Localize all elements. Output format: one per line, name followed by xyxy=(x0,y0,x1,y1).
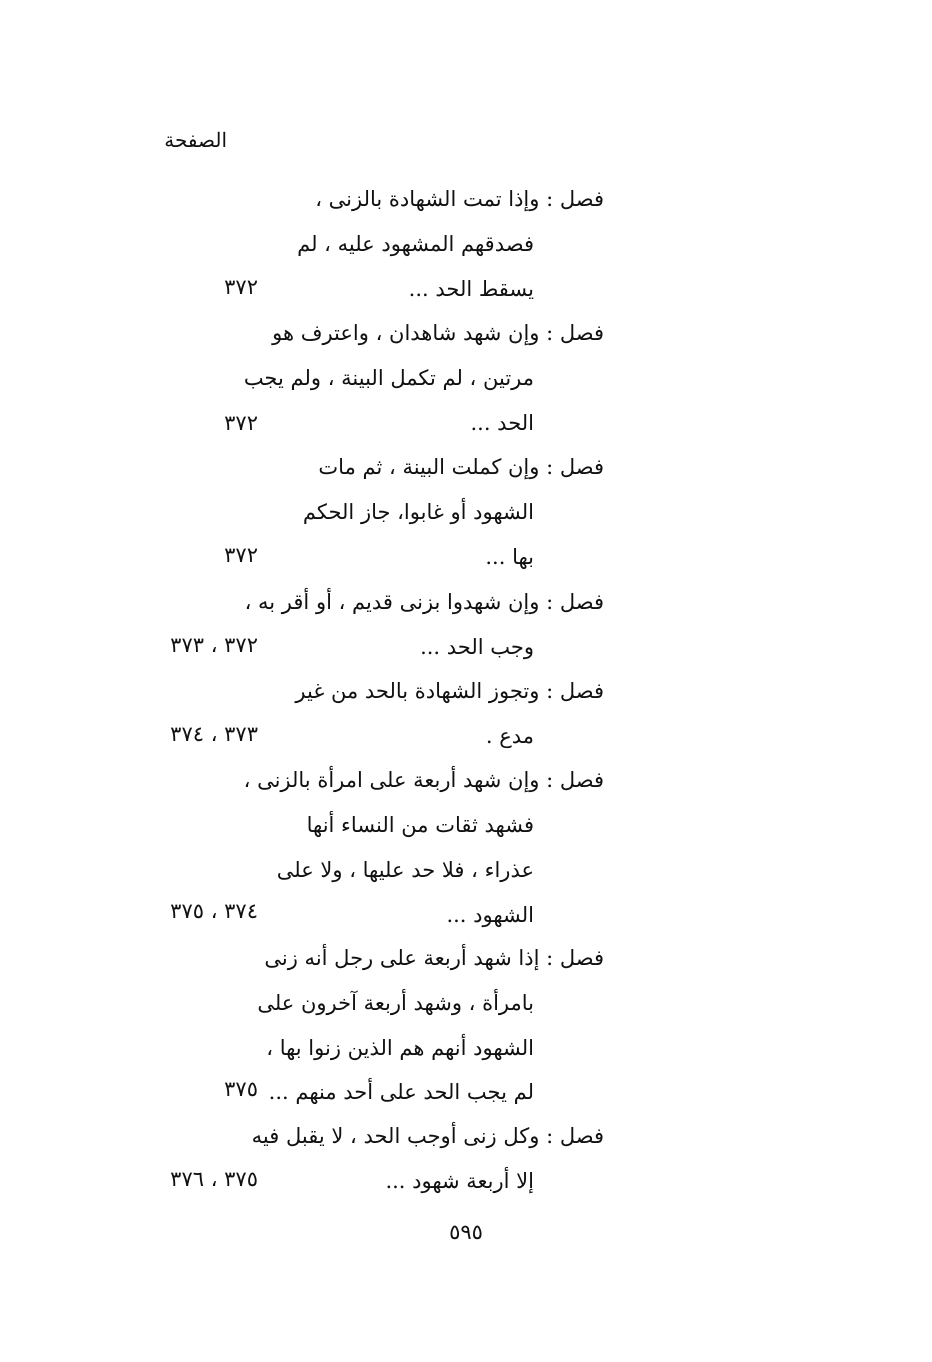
entry-line: مرتين ، لم تكمل البينة ، ولم يجب xyxy=(243,366,534,390)
entry-line: فصل : وإن كملت البينة ، ثم مات xyxy=(318,455,604,479)
entry-page-ref: ٣٧٢ xyxy=(224,275,258,299)
entry-page-ref: ٣٧٥ ، ٣٧٦ xyxy=(170,1167,258,1191)
entry-page-ref: ٣٧٢ xyxy=(224,543,258,567)
entry-line: فصل : وإن شهد أربعة على امرأة بالزنى ، xyxy=(243,768,604,792)
entry-line: إلا أربعة شهود ... xyxy=(385,1169,534,1193)
entry-line: فصل : إذا شهد أربعة على رجل أنه زنى xyxy=(264,946,604,970)
entry-line: مدع . xyxy=(485,724,534,748)
page-column-heading: الصفحة xyxy=(164,128,227,152)
entry-line: يسقط الحد ... xyxy=(408,277,534,301)
entry-line: فصل : وكل زنى أوجب الحد ، لا يقبل فيه xyxy=(251,1124,604,1148)
entry-line: الشهود ... xyxy=(446,903,534,927)
entry-line: بامرأة ، وشهد أربعة آخرون على xyxy=(257,991,534,1015)
entry-line: فصل : وإن شهد شاهدان ، واعترف هو xyxy=(272,321,604,345)
entry-line: الحد ... xyxy=(470,411,534,435)
entry-page-ref: ٣٧٣ ، ٣٧٤ xyxy=(170,722,258,746)
entry-line: فصدقهم المشهود عليه ، لم xyxy=(297,232,534,256)
entry-page-ref: ٣٧٥ xyxy=(224,1077,258,1101)
entry-line: فصل : وإن شهدوا بزنى قديم ، أو أقر به ، xyxy=(244,590,604,614)
entry-line: بها ... xyxy=(485,545,534,569)
entry-line: وجب الحد ... xyxy=(420,635,534,659)
entry-line: عذراء ، فلا حد عليها ، ولا على xyxy=(276,858,534,882)
entry-line: فصل : وتجوز الشهادة بالحد من غير xyxy=(295,679,604,703)
entry-line: فشهد ثقات من النساء أنها xyxy=(306,813,534,837)
entry-line: لم يجب الحد على أحد منهم ... xyxy=(268,1080,534,1104)
page-number: ٥٩٥ xyxy=(449,1220,483,1244)
entry-page-ref: ٣٧٢ ، ٣٧٣ xyxy=(170,633,258,657)
entry-line: الشهود أنهم هم الذين زنوا بها ، xyxy=(266,1036,534,1060)
entry-page-ref: ٣٧٢ xyxy=(224,411,258,435)
entry-line: الشهود أو غابوا، جاز الحكم xyxy=(302,500,534,524)
entry-page-ref: ٣٧٤ ، ٣٧٥ xyxy=(170,899,258,923)
entry-line: فصل : وإذا تمت الشهادة بالزنى ، xyxy=(315,187,604,211)
